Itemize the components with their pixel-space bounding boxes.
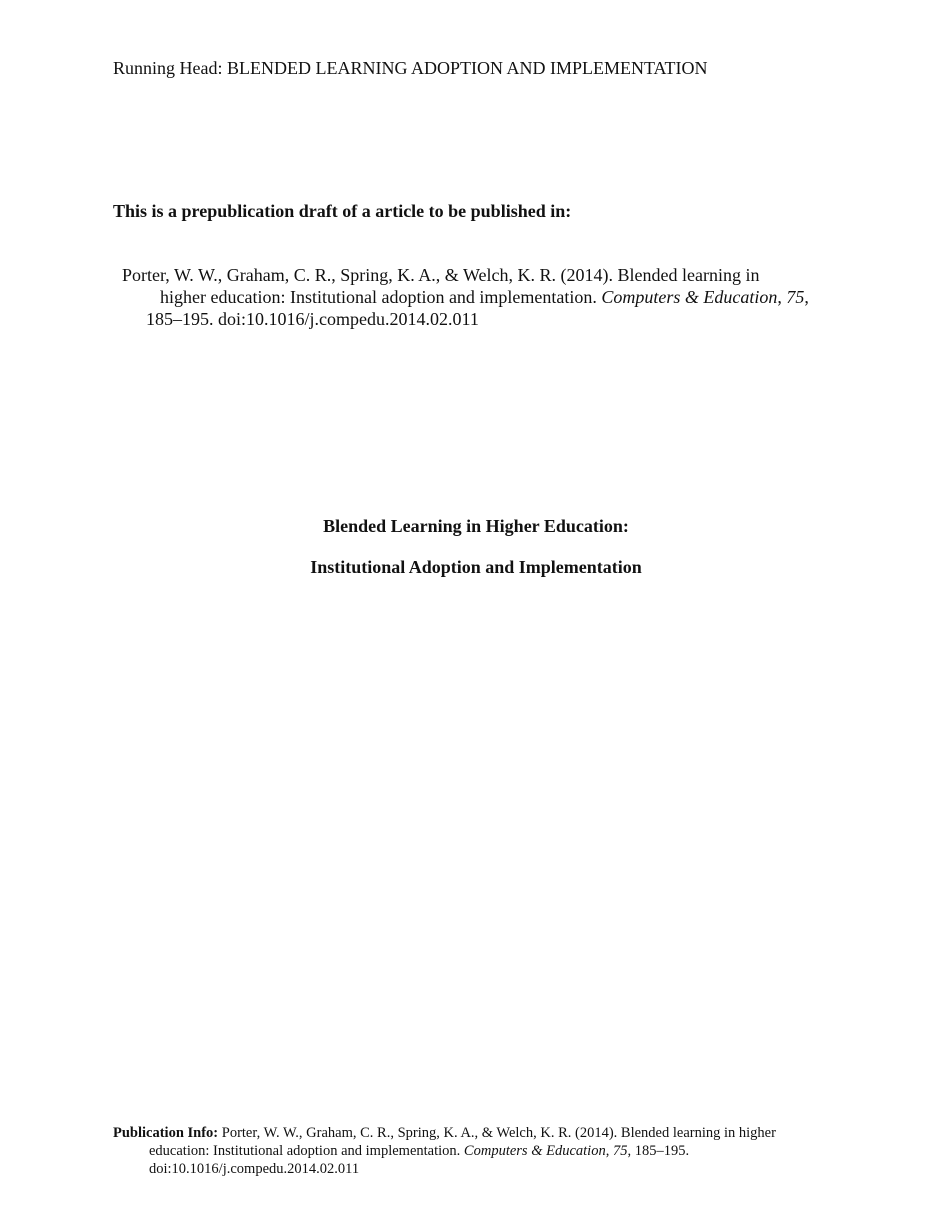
title-line-1: Blended Learning in Higher Education: (323, 516, 629, 536)
publication-info-line-2 (113, 1142, 853, 1160)
publication-info-line-3: doi:10.1016/j.compedu.2014.02.011 (149, 1161, 360, 1177)
citation-line-1: Porter, W. W., Graham, C. R., Spring, K. A., & Welch, K. R. (2014). Blended learning in (122, 265, 760, 285)
prepublication-notice: This is a prepublication draft of a article to be published in: (113, 201, 572, 221)
citation-separator: , (777, 287, 787, 307)
publication-info-separator: , (605, 1143, 613, 1159)
citation-comma: , (804, 287, 809, 307)
citation-text: higher education: Institutional adoption and implementation. (160, 287, 602, 307)
citation (122, 264, 842, 330)
citation-journal: Computers & Education (601, 287, 778, 307)
publication-info-pages: , 185–195. (627, 1143, 690, 1159)
publication-info-volume: 75 (612, 1143, 628, 1159)
citation-line-2 (122, 286, 842, 308)
running-head: Running Head: BLENDED LEARNING ADOPTION AND IMPLEMENTATION (113, 58, 708, 78)
citation-volume: 75 (786, 287, 805, 307)
publication-info-label: Publication Info: (113, 1125, 219, 1141)
publication-info-line-1 (113, 1124, 853, 1142)
title-line-2: Institutional Adoption and Implementation (310, 557, 642, 577)
publication-info (113, 1124, 853, 1178)
publication-info-journal: Computers & Education (463, 1143, 606, 1159)
publication-info-text-1: Porter, W. W., Graham, C. R., Spring, K. A., & Welch, K. R. (2014). Blended learning in higher (218, 1125, 776, 1141)
citation-line-3: 185–195. doi:10.1016/j.compedu.2014.02.011 (146, 309, 479, 329)
publication-info-text-2: education: Institutional adoption and implementation. (149, 1143, 464, 1159)
